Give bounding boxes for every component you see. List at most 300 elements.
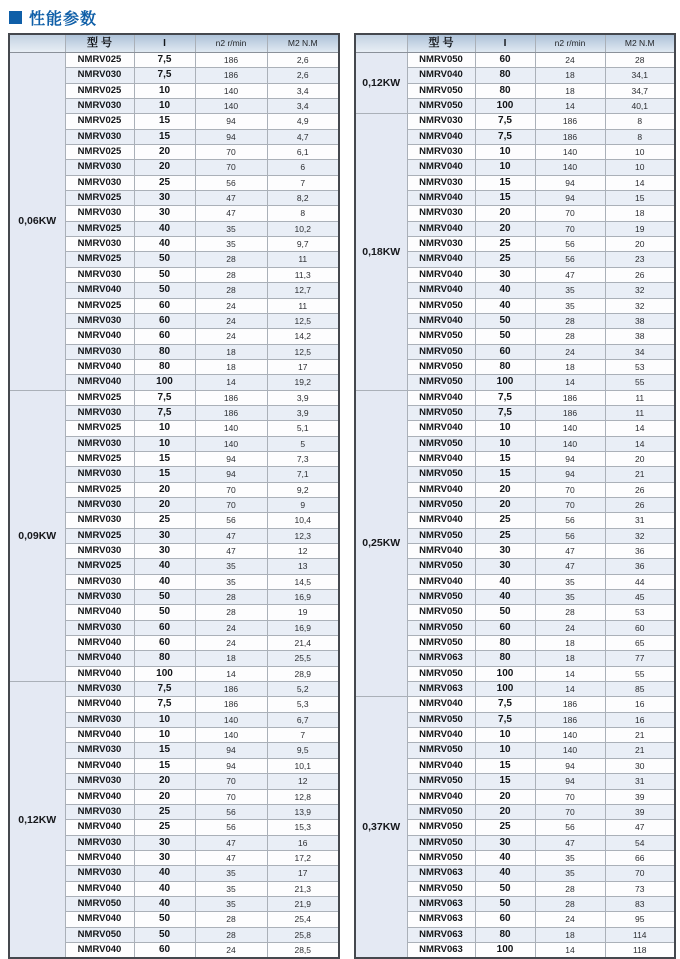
torque-cell: 47 [605, 820, 675, 835]
torque-cell: 6,7 [267, 712, 339, 727]
ratio-cell: 50 [134, 605, 195, 620]
torque-cell: 83 [605, 896, 675, 911]
ratio-cell: 50 [134, 927, 195, 942]
torque-cell: 38 [605, 313, 675, 328]
model-cell: NMRV040 [407, 758, 475, 773]
ratio-cell: 100 [475, 666, 535, 681]
model-cell: NMRV030 [65, 206, 134, 221]
ratio-cell: 20 [475, 482, 535, 497]
torque-cell: 21,3 [267, 881, 339, 896]
speed-cell: 47 [535, 835, 605, 850]
model-cell: NMRV030 [65, 743, 134, 758]
speed-cell: 186 [195, 682, 267, 697]
performance-table-right [354, 33, 676, 959]
torque-cell: 11 [605, 390, 675, 405]
model-cell: NMRV025 [65, 528, 134, 543]
model-cell: NMRV025 [65, 53, 134, 68]
model-cell: NMRV050 [65, 896, 134, 911]
ratio-cell: 25 [475, 252, 535, 267]
speed-cell: 47 [195, 528, 267, 543]
torque-cell: 55 [605, 375, 675, 390]
torque-cell: 25,5 [267, 651, 339, 666]
ratio-cell: 20 [134, 482, 195, 497]
speed-cell: 28 [535, 329, 605, 344]
torque-cell: 25,4 [267, 912, 339, 927]
speed-cell: 56 [535, 513, 605, 528]
model-cell: NMRV040 [407, 68, 475, 83]
speed-cell: 24 [535, 344, 605, 359]
speed-cell: 18 [535, 636, 605, 651]
speed-cell: 28 [195, 927, 267, 942]
model-cell: NMRV050 [407, 53, 475, 68]
model-cell: NMRV050 [407, 666, 475, 681]
speed-cell: 56 [535, 820, 605, 835]
torque-cell: 19 [267, 605, 339, 620]
speed-cell: 14 [535, 375, 605, 390]
table-row [9, 390, 339, 405]
power-group-label: 0,37KW [355, 697, 407, 958]
ratio-cell: 15 [475, 774, 535, 789]
torque-cell: 66 [605, 850, 675, 865]
model-cell: NMRV050 [407, 590, 475, 605]
ratio-cell: 40 [475, 850, 535, 865]
model-cell: NMRV050 [407, 497, 475, 512]
speed-cell: 56 [535, 237, 605, 252]
header-row [9, 34, 339, 53]
torque-cell: 3,9 [267, 390, 339, 405]
torque-cell: 36 [605, 559, 675, 574]
model-cell: NMRV030 [65, 175, 134, 190]
speed-cell: 24 [195, 942, 267, 958]
model-cell: NMRV050 [407, 436, 475, 451]
speed-cell: 186 [195, 697, 267, 712]
model-cell: NMRV063 [407, 927, 475, 942]
speed-cell: 35 [535, 590, 605, 605]
torque-cell: 2,6 [267, 68, 339, 83]
speed-cell: 35 [535, 850, 605, 865]
model-cell: NMRV025 [65, 83, 134, 98]
speed-cell: 70 [195, 145, 267, 160]
torque-cell: 40,1 [605, 99, 675, 114]
model-cell: NMRV030 [65, 620, 134, 635]
ratio-cell: 30 [475, 267, 535, 282]
torque-cell: 13,9 [267, 804, 339, 819]
speed-cell: 56 [195, 820, 267, 835]
model-cell: NMRV030 [65, 804, 134, 819]
torque-cell: 10,1 [267, 758, 339, 773]
ratio-cell: 40 [134, 559, 195, 574]
model-cell: NMRV030 [65, 436, 134, 451]
model-cell: NMRV050 [407, 99, 475, 114]
torque-cell: 5 [267, 436, 339, 451]
model-cell: NMRV050 [65, 927, 134, 942]
model-cell: NMRV040 [65, 881, 134, 896]
speed-cell: 140 [195, 99, 267, 114]
torque-cell: 25,8 [267, 927, 339, 942]
torque-cell: 23 [605, 252, 675, 267]
torque-cell: 21 [605, 467, 675, 482]
model-cell: NMRV040 [65, 728, 134, 743]
speed-cell: 28 [535, 896, 605, 911]
model-cell: NMRV040 [65, 912, 134, 927]
speed-cell: 24 [195, 298, 267, 313]
speed-cell: 35 [535, 574, 605, 589]
model-cell: NMRV050 [407, 835, 475, 850]
ratio-cell: 7,5 [475, 712, 535, 727]
ratio-cell: 7,5 [475, 390, 535, 405]
model-cell: NMRV040 [407, 728, 475, 743]
speed-cell: 18 [195, 359, 267, 374]
model-cell: NMRV040 [407, 513, 475, 528]
ratio-cell: 80 [475, 359, 535, 374]
speed-cell: 35 [195, 866, 267, 881]
model-cell: NMRV030 [65, 237, 134, 252]
model-cell: NMRV040 [407, 697, 475, 712]
torque-cell: 17,2 [267, 850, 339, 865]
table-row [355, 390, 675, 405]
model-cell: NMRV040 [407, 221, 475, 236]
model-cell: NMRV030 [65, 344, 134, 359]
ratio-cell: 40 [134, 237, 195, 252]
model-cell: NMRV050 [407, 804, 475, 819]
torque-cell: 3,4 [267, 83, 339, 98]
model-cell: NMRV030 [65, 129, 134, 144]
ratio-cell: 10 [134, 712, 195, 727]
model-cell: NMRV063 [407, 866, 475, 881]
power-group-label: 0,06KW [9, 53, 65, 391]
model-cell: NMRV050 [407, 620, 475, 635]
torque-cell: 26 [605, 482, 675, 497]
model-cell: NMRV040 [407, 451, 475, 466]
ratio-cell: 10 [134, 99, 195, 114]
speed-cell: 186 [195, 68, 267, 83]
speed-cell: 56 [535, 252, 605, 267]
torque-cell: 39 [605, 804, 675, 819]
torque-cell: 6,1 [267, 145, 339, 160]
torque-cell: 118 [605, 942, 675, 958]
ratio-cell: 50 [134, 267, 195, 282]
ratio-cell: 25 [134, 820, 195, 835]
speed-cell: 94 [535, 774, 605, 789]
ratio-cell: 80 [134, 651, 195, 666]
ratio-cell: 60 [475, 912, 535, 927]
ratio-cell: 40 [134, 866, 195, 881]
speed-cell: 35 [535, 298, 605, 313]
speed-cell: 24 [195, 620, 267, 635]
speed-cell: 56 [195, 513, 267, 528]
speed-cell: 94 [535, 467, 605, 482]
model-cell: NMRV063 [407, 682, 475, 697]
table-row [355, 114, 675, 129]
speed-cell: 186 [195, 405, 267, 420]
ratio-cell: 20 [475, 206, 535, 221]
model-cell: NMRV025 [65, 145, 134, 160]
torque-cell: 26 [605, 497, 675, 512]
speed-cell: 18 [535, 83, 605, 98]
speed-cell: 70 [195, 774, 267, 789]
ratio-cell: 7,5 [475, 129, 535, 144]
torque-column-header: M2 N.M [605, 34, 675, 53]
ratio-cell: 100 [134, 666, 195, 681]
speed-cell: 24 [535, 912, 605, 927]
speed-cell: 35 [535, 866, 605, 881]
speed-cell: 70 [535, 804, 605, 819]
speed-cell: 18 [535, 359, 605, 374]
torque-cell: 11 [267, 252, 339, 267]
speed-cell: 140 [535, 160, 605, 175]
model-cell: NMRV040 [407, 390, 475, 405]
model-cell: NMRV050 [407, 559, 475, 574]
ratio-cell: 30 [475, 544, 535, 559]
ratio-cell: 30 [134, 191, 195, 206]
ratio-cell: 50 [134, 590, 195, 605]
speed-cell: 35 [535, 283, 605, 298]
speed-cell: 47 [195, 850, 267, 865]
ratio-cell: 40 [475, 590, 535, 605]
ratio-cell: 80 [134, 344, 195, 359]
speed-column-header: n2 r/min [195, 34, 267, 53]
ratio-cell: 10 [475, 436, 535, 451]
ratio-cell: 15 [134, 451, 195, 466]
ratio-cell: 15 [475, 467, 535, 482]
model-cell: NMRV063 [407, 651, 475, 666]
torque-cell: 26 [605, 267, 675, 282]
model-cell: NMRV030 [65, 590, 134, 605]
square-bullet-icon [9, 11, 22, 24]
ratio-cell: 30 [134, 835, 195, 850]
ratio-cell: 10 [475, 421, 535, 436]
speed-cell: 28 [195, 252, 267, 267]
ratio-cell: 80 [475, 68, 535, 83]
model-cell: NMRV030 [65, 682, 134, 697]
torque-cell: 9,2 [267, 482, 339, 497]
model-cell: NMRV050 [407, 712, 475, 727]
model-cell: NMRV040 [65, 359, 134, 374]
ratio-cell: 7,5 [134, 405, 195, 420]
model-cell: NMRV030 [407, 206, 475, 221]
ratio-cell: 50 [475, 329, 535, 344]
speed-cell: 14 [535, 682, 605, 697]
ratio-cell: 25 [134, 804, 195, 819]
model-cell: NMRV030 [65, 513, 134, 528]
model-cell: NMRV063 [407, 942, 475, 958]
section-title-bar [0, 0, 680, 27]
torque-cell: 14 [605, 421, 675, 436]
ratio-cell: 20 [475, 497, 535, 512]
speed-cell: 47 [535, 267, 605, 282]
ratio-cell: 20 [134, 789, 195, 804]
ratio-cell: 10 [134, 421, 195, 436]
torque-cell: 8 [267, 206, 339, 221]
torque-cell: 55 [605, 666, 675, 681]
page-title: 性能参数 [29, 8, 98, 28]
ratio-cell: 20 [475, 804, 535, 819]
speed-cell: 47 [195, 835, 267, 850]
torque-cell: 39 [605, 789, 675, 804]
speed-cell: 94 [195, 758, 267, 773]
torque-cell: 45 [605, 590, 675, 605]
ratio-cell: 15 [475, 175, 535, 190]
ratio-cell: 60 [134, 298, 195, 313]
model-cell: NMRV040 [65, 375, 134, 390]
speed-cell: 47 [195, 191, 267, 206]
speed-cell: 94 [195, 467, 267, 482]
torque-cell: 65 [605, 636, 675, 651]
speed-cell: 18 [195, 651, 267, 666]
torque-cell: 31 [605, 774, 675, 789]
speed-cell: 70 [535, 789, 605, 804]
speed-cell: 35 [195, 574, 267, 589]
speed-cell: 186 [535, 712, 605, 727]
model-cell: NMRV030 [65, 267, 134, 282]
model-cell: NMRV040 [65, 697, 134, 712]
torque-cell: 10,2 [267, 221, 339, 236]
model-cell: NMRV040 [65, 758, 134, 773]
model-cell: NMRV030 [65, 544, 134, 559]
torque-cell: 10,4 [267, 513, 339, 528]
model-cell: NMRV050 [407, 774, 475, 789]
ratio-cell: 60 [134, 313, 195, 328]
torque-cell: 8 [605, 114, 675, 129]
speed-cell: 70 [195, 789, 267, 804]
ratio-cell: 7,5 [134, 68, 195, 83]
torque-cell: 3,4 [267, 99, 339, 114]
torque-column-header: M2 N.M [267, 34, 339, 53]
model-cell: NMRV025 [65, 451, 134, 466]
speed-cell: 47 [535, 559, 605, 574]
ratio-cell: 40 [475, 298, 535, 313]
model-cell: NMRV040 [407, 191, 475, 206]
ratio-cell: 10 [134, 728, 195, 743]
ratio-cell: 25 [475, 820, 535, 835]
model-cell: NMRV030 [65, 467, 134, 482]
speed-cell: 140 [535, 743, 605, 758]
speed-cell: 35 [195, 881, 267, 896]
ratio-cell: 25 [134, 513, 195, 528]
ratio-cell: 7,5 [475, 697, 535, 712]
ratio-cell: 50 [475, 605, 535, 620]
model-cell: NMRV050 [407, 881, 475, 896]
torque-cell: 73 [605, 881, 675, 896]
speed-cell: 70 [535, 482, 605, 497]
ratio-cell: 60 [475, 53, 535, 68]
model-cell: NMRV030 [65, 835, 134, 850]
ratio-cell: 60 [134, 620, 195, 635]
table-row [9, 682, 339, 697]
model-column-header: 型 号 [407, 34, 475, 53]
speed-cell: 28 [195, 605, 267, 620]
torque-cell: 16 [605, 697, 675, 712]
model-cell: NMRV040 [65, 942, 134, 958]
model-cell: NMRV040 [65, 850, 134, 865]
ratio-cell: 30 [134, 544, 195, 559]
ratio-cell: 60 [134, 942, 195, 958]
speed-cell: 28 [195, 590, 267, 605]
ratio-cell: 10 [475, 728, 535, 743]
torque-cell: 5,2 [267, 682, 339, 697]
speed-cell: 24 [535, 620, 605, 635]
torque-cell: 12,8 [267, 789, 339, 804]
torque-cell: 21,4 [267, 636, 339, 651]
ratio-cell: 15 [134, 758, 195, 773]
speed-cell: 56 [195, 804, 267, 819]
ratio-cell: 7,5 [134, 682, 195, 697]
ratio-cell: 60 [134, 329, 195, 344]
speed-cell: 28 [195, 267, 267, 282]
speed-cell: 24 [535, 53, 605, 68]
performance-table-left [8, 33, 340, 959]
torque-cell: 70 [605, 866, 675, 881]
torque-cell: 28,9 [267, 666, 339, 681]
speed-cell: 94 [195, 451, 267, 466]
ratio-cell: 7,5 [134, 53, 195, 68]
torque-cell: 21,9 [267, 896, 339, 911]
torque-cell: 114 [605, 927, 675, 942]
speed-cell: 94 [195, 114, 267, 129]
model-cell: NMRV050 [407, 83, 475, 98]
model-cell: NMRV040 [65, 636, 134, 651]
torque-cell: 5,1 [267, 421, 339, 436]
ratio-cell: 100 [475, 375, 535, 390]
ratio-cell: 20 [134, 774, 195, 789]
ratio-cell: 25 [475, 528, 535, 543]
torque-cell: 34 [605, 344, 675, 359]
speed-cell: 140 [535, 436, 605, 451]
ratio-cell: 80 [475, 636, 535, 651]
model-cell: NMRV030 [65, 405, 134, 420]
speed-cell: 70 [195, 482, 267, 497]
torque-cell: 12,5 [267, 344, 339, 359]
model-cell: NMRV040 [65, 789, 134, 804]
model-cell: NMRV050 [407, 820, 475, 835]
power-group-label: 0,18KW [355, 114, 407, 390]
model-cell: NMRV040 [65, 283, 134, 298]
model-cell: NMRV025 [65, 559, 134, 574]
ratio-cell: 30 [475, 559, 535, 574]
torque-cell: 6 [267, 160, 339, 175]
model-cell: NMRV040 [65, 820, 134, 835]
torque-cell: 17 [267, 866, 339, 881]
torque-cell: 10 [605, 145, 675, 160]
ratio-cell: 7,5 [134, 390, 195, 405]
model-cell: NMRV040 [407, 160, 475, 175]
torque-cell: 12 [267, 544, 339, 559]
model-cell: NMRV025 [65, 482, 134, 497]
model-cell: NMRV063 [407, 896, 475, 911]
speed-cell: 186 [535, 697, 605, 712]
ratio-cell: 100 [475, 682, 535, 697]
model-cell: NMRV025 [65, 221, 134, 236]
model-cell: NMRV025 [65, 114, 134, 129]
torque-cell: 36 [605, 544, 675, 559]
speed-cell: 47 [195, 544, 267, 559]
speed-cell: 35 [195, 559, 267, 574]
model-cell: NMRV030 [65, 497, 134, 512]
model-cell: NMRV040 [65, 666, 134, 681]
ratio-cell: 60 [134, 636, 195, 651]
torque-cell: 32 [605, 298, 675, 313]
ratio-cell: 50 [134, 252, 195, 267]
model-cell: NMRV025 [65, 390, 134, 405]
torque-cell: 7 [267, 728, 339, 743]
speed-cell: 35 [195, 221, 267, 236]
model-cell: NMRV050 [407, 375, 475, 390]
model-cell: NMRV040 [407, 574, 475, 589]
ratio-cell: 25 [475, 513, 535, 528]
torque-cell: 16,9 [267, 590, 339, 605]
speed-cell: 14 [535, 99, 605, 114]
torque-cell: 10 [605, 160, 675, 175]
